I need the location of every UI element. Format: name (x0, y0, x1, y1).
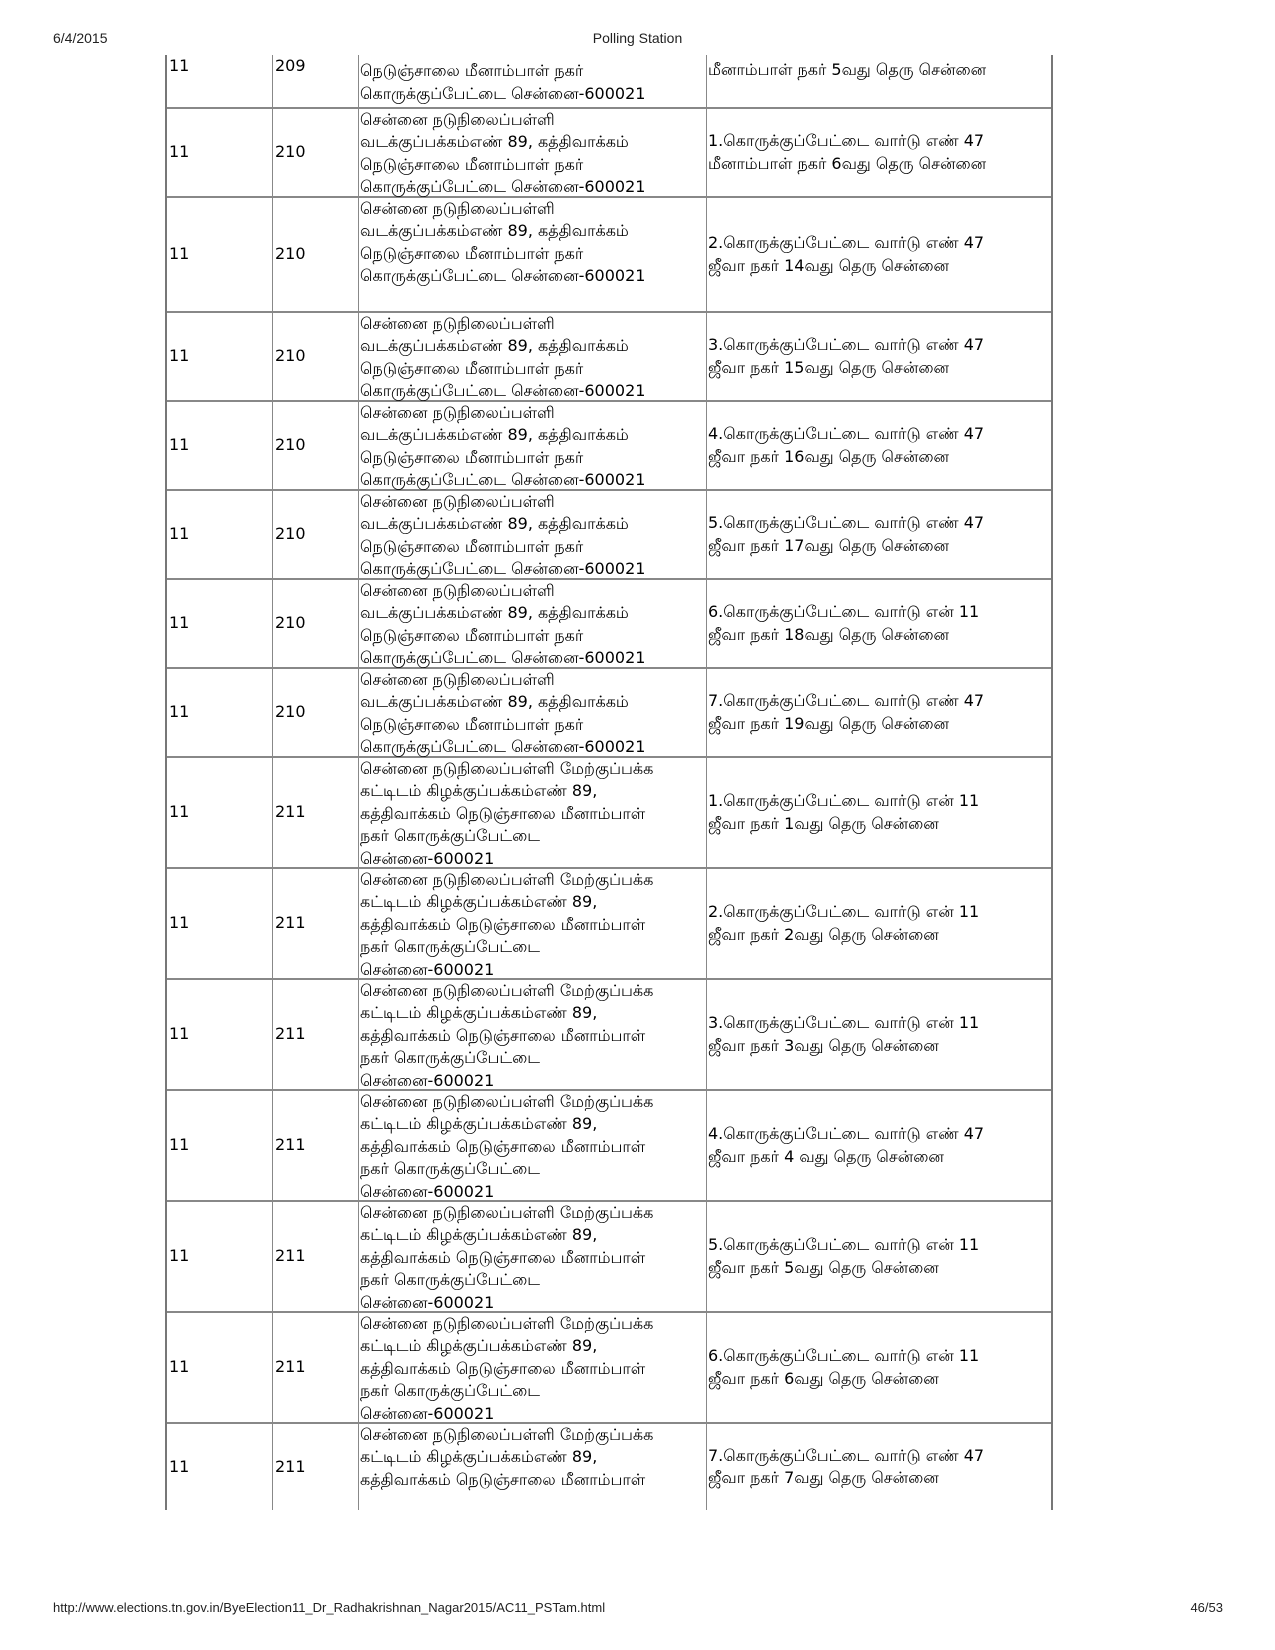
ac-number-cell (167, 669, 273, 756)
ac-number-cell (167, 402, 273, 489)
polling-station-address-text: சென்னை நடுநிலைப்பள்ளி மேற்குப்பக்க கட்டிடம் கிழக்குப்பக்கம்எண் 89, கத்திவாக்கம் நெடுஞ்சாலை மீனாம்பாள் நகர் கொருக்குப்பேட்டை சென்னை-600021 (360, 870, 654, 979)
polling-station-address-cell (359, 580, 707, 667)
polling-area-text: 1.கொருக்குப்பேட்டை வார்டு எண் 47 மீனாம்பாள் நகர் 6வது தெரு சென்னை (708, 131, 987, 173)
polling-station-address-cell (359, 1424, 707, 1510)
polling-area-text: 6.கொருக்குப்பேட்டை வார்டு என் 11 ஜீவா நகர் 6வது தெரு சென்னை (708, 1346, 980, 1388)
polling-station-address-cell (359, 402, 707, 489)
polling-station-address-text: சென்னை நடுநிலைப்பள்ளி மேற்குப்பக்க கட்டிடம் கிழக்குப்பக்கம்எண் 89, கத்திவாக்கம் நெடுஞ்சாலை மீனாம்பாள் நகர் கொருக்குப்பேட்டை சென்னை-600021 (360, 981, 654, 1090)
polling-area-text: 2.கொருக்குப்பேட்டை வார்டு என் 11 ஜீவா நகர் 2வது தெரு சென்னை (708, 902, 980, 944)
polling-area-cell (707, 1313, 1051, 1422)
table-row (167, 869, 1051, 980)
page-number: 46/53 (1190, 1600, 1223, 1615)
polling-station-address-cell (359, 491, 707, 578)
ac-number-cell (167, 109, 273, 196)
ac-number-text: 11 (169, 435, 190, 455)
ac-number-text: 11 (169, 1456, 190, 1476)
polling-station-number-text: 211 (275, 1024, 306, 1044)
polling-station-number-text: 211 (275, 802, 306, 822)
polling-station-address-text: சென்னை நடுநிலைப்பள்ளி வடக்குப்பக்கம்எண் 89, கத்திவாக்கம் நெடுஞ்சாலை மீனாம்பாள் நகர் கொருக்குப்பேட்டை சென்னை-600021 (360, 403, 646, 490)
polling-station-address-text: சென்னை நடுநிலைப்பள்ளி வடக்குப்பக்கம்எண் 89, கத்திவாக்கம் நெடுஞ்சாலை மீனாம்பாள் நகர் கொருக்குப்பேட்டை சென்னை-600021 (360, 492, 646, 579)
ac-number-cell (167, 758, 273, 867)
polling-station-address-text: சென்னை நடுநிலைப்பள்ளி வடக்குப்பக்கம்எண் 89, கத்திவாக்கம் நெடுஞ்சாலை மீனாம்பாள் நகர் கொருக்குப்பேட்டை சென்னை-600021 (360, 110, 646, 197)
ac-number-text: 11 (169, 1246, 190, 1266)
ac-number-text: 11 (169, 802, 190, 822)
polling-station-address-cell (359, 1091, 707, 1200)
polling-area-text: 3.கொருக்குப்பேட்டை வார்டு எண் 47 ஜீவா நகர் 15வது தெரு சென்னை (708, 335, 985, 377)
polling-station-number-cell (273, 1202, 359, 1311)
polling-area-cell (707, 1424, 1051, 1510)
polling-station-number-text: 210 (275, 613, 306, 633)
polling-area-cell (707, 402, 1051, 489)
polling-station-address-cell (359, 758, 707, 867)
ac-number-cell (167, 55, 273, 107)
table-row (167, 980, 1051, 1091)
polling-station-address-text: சென்னை நடுநிலைப்பள்ளி மேற்குப்பக்க கட்டிடம் கிழக்குப்பக்கம்எண் 89, கத்திவாக்கம் நெடுஞ்சாலை மீனாம்பாள் நகர் கொருக்குப்பேட்டை சென்னை-600021 (360, 759, 654, 868)
polling-area-cell (707, 1091, 1051, 1200)
polling-station-address-cell (359, 1313, 707, 1422)
polling-station-number-cell (273, 198, 359, 311)
polling-station-number-cell (273, 1313, 359, 1422)
polling-station-address-cell (359, 198, 707, 311)
table-row (167, 580, 1051, 669)
polling-area-text: 4.கொருக்குப்பேட்டை வார்டு எண் 47 ஜீவா நகர் 4 வது தெரு சென்னை (708, 1124, 985, 1166)
polling-station-address-cell (359, 55, 707, 107)
polling-station-number-text: 209 (275, 56, 306, 75)
table-row (167, 1202, 1051, 1313)
ac-number-cell (167, 1202, 273, 1311)
polling-station-number-text: 210 (275, 702, 306, 722)
table-row (167, 758, 1051, 869)
polling-station-number-text: 211 (275, 1246, 306, 1266)
ac-number-cell (167, 980, 273, 1089)
ac-number-cell (167, 869, 273, 978)
polling-station-number-text: 210 (275, 142, 306, 162)
polling-station-number-cell (273, 491, 359, 578)
polling-station-number-cell (273, 980, 359, 1089)
polling-station-address-cell (359, 980, 707, 1089)
polling-station-address-text: சென்னை நடுநிலைப்பள்ளி மேற்குப்பக்க கட்டிடம் கிழக்குப்பக்கம்எண் 89, கத்திவாக்கம் நெடுஞ்சாலை மீனாம்பாள் நகர் கொருக்குப்பேட்டை சென்னை-600021 (360, 1092, 654, 1201)
polling-station-address-cell (359, 1202, 707, 1311)
ac-number-text: 11 (169, 56, 190, 75)
polling-station-number-cell (273, 313, 359, 400)
polling-station-address-text: நெடுஞ்சாலை மீனாம்பாள் நகர் கொருக்குப்பேட்டை சென்னை-600021 (360, 61, 646, 103)
polling-area-cell (707, 869, 1051, 978)
ac-number-cell (167, 1424, 273, 1510)
polling-area-cell (707, 980, 1051, 1089)
polling-station-number-cell (273, 55, 359, 107)
table-row (167, 55, 1051, 109)
polling-station-number-text: 211 (275, 1456, 306, 1476)
polling-station-number-text: 210 (275, 435, 306, 455)
table-row (167, 109, 1051, 198)
ac-number-text: 11 (169, 1135, 190, 1155)
ac-number-cell (167, 491, 273, 578)
ac-number-cell (167, 1091, 273, 1200)
table-row (167, 669, 1051, 758)
ac-number-cell (167, 1313, 273, 1422)
polling-station-number-text: 210 (275, 524, 306, 544)
polling-station-address-text: சென்னை நடுநிலைப்பள்ளி வடக்குப்பக்கம்எண் 89, கத்திவாக்கம் நெடுஞ்சாலை மீனாம்பாள் நகர் கொருக்குப்பேட்டை சென்னை-600021 (360, 581, 646, 668)
polling-area-text: 3.கொருக்குப்பேட்டை வார்டு என் 11 ஜீவா நகர் 3வது தெரு சென்னை (708, 1013, 980, 1055)
polling-area-cell (707, 491, 1051, 578)
polling-area-text: 1.கொருக்குப்பேட்டை வார்டு என் 11 ஜீவா நகர் 1வது தெரு சென்னை (708, 791, 980, 833)
polling-area-text: 7.கொருக்குப்பேட்டை வார்டு எண் 47 ஜீவா நகர் 7வது தெரு சென்னை (708, 1445, 985, 1487)
polling-station-number-cell (273, 402, 359, 489)
ac-number-text: 11 (169, 142, 190, 162)
table-row (167, 402, 1051, 491)
table-row (167, 198, 1051, 313)
ac-number-text: 11 (169, 346, 190, 366)
polling-station-address-cell (359, 109, 707, 196)
polling-station-number-cell (273, 109, 359, 196)
ac-number-text: 11 (169, 702, 190, 722)
polling-area-text: 7.கொருக்குப்பேட்டை வார்டு எண் 47 ஜீவா நகர் 19வது தெரு சென்னை (708, 691, 985, 733)
polling-area-cell (707, 580, 1051, 667)
polling-area-text: 5.கொருக்குப்பேட்டை வார்டு என் 11 ஜீவா நகர் 5வது தெரு சென்னை (708, 1235, 980, 1277)
page-title: Polling Station (592, 30, 683, 46)
polling-area-cell (707, 758, 1051, 867)
polling-station-number-text: 210 (275, 244, 306, 264)
polling-station-address-text: சென்னை நடுநிலைப்பள்ளி வடக்குப்பக்கம்எண் 89, கத்திவாக்கம் நெடுஞ்சாலை மீனாம்பாள் நகர் கொருக்குப்பேட்டை சென்னை-600021 (360, 199, 646, 286)
polling-station-number-text: 211 (275, 1357, 306, 1377)
polling-area-cell (707, 669, 1051, 756)
table-row (167, 1313, 1051, 1424)
table-row (167, 491, 1051, 580)
polling-station-number-cell (273, 869, 359, 978)
polling-area-cell (707, 313, 1051, 400)
polling-area-cell (707, 109, 1051, 196)
polling-area-cell (707, 1202, 1051, 1311)
source-url: http://www.elections.tn.gov.in/ByeElection11_Dr_Radhakrishnan_Nagar2015/AC11_PSTam.html (53, 1600, 606, 1615)
polling-station-address-cell (359, 869, 707, 978)
ac-number-text: 11 (169, 613, 190, 633)
ac-number-text: 11 (169, 1357, 190, 1377)
ac-number-text: 11 (169, 913, 190, 933)
polling-station-address-cell (359, 669, 707, 756)
polling-station-address-cell (359, 313, 707, 400)
polling-station-address-text: சென்னை நடுநிலைப்பள்ளி வடக்குப்பக்கம்எண் 89, கத்திவாக்கம் நெடுஞ்சாலை மீனாம்பாள் நகர் கொருக்குப்பேட்டை சென்னை-600021 (360, 314, 646, 401)
polling-station-number-text: 211 (275, 913, 306, 933)
polling-area-text: மீனாம்பாள் நகர் 5வது தெரு சென்னை (708, 60, 987, 79)
table-row (167, 1091, 1051, 1202)
polling-station-number-cell (273, 758, 359, 867)
table-row (167, 313, 1051, 402)
polling-station-table (165, 55, 1053, 1510)
polling-area-text: 5.கொருக்குப்பேட்டை வார்டு எண் 47 ஜீவா நகர் 17வது தெரு சென்னை (708, 513, 985, 555)
polling-station-address-text: சென்னை நடுநிலைப்பள்ளி வடக்குப்பக்கம்எண் 89, கத்திவாக்கம் நெடுஞ்சாலை மீனாம்பாள் நகர் கொருக்குப்பேட்டை சென்னை-600021 (360, 670, 646, 757)
ac-number-text: 11 (169, 244, 190, 264)
print-date: 6/4/2015 (53, 30, 108, 46)
polling-area-text: 6.கொருக்குப்பேட்டை வார்டு என் 11 ஜீவா நகர் 18வது தெரு சென்னை (708, 602, 980, 644)
polling-area-cell (707, 198, 1051, 311)
polling-station-address-text: சென்னை நடுநிலைப்பள்ளி மேற்குப்பக்க கட்டிடம் கிழக்குப்பக்கம்எண் 89, கத்திவாக்கம் நெடுஞ்சாலை மீனாம்பாள் நகர் கொருக்குப்பேட்டை சென்னை-600021 (360, 1203, 654, 1312)
polling-station-address-text: சென்னை நடுநிலைப்பள்ளி மேற்குப்பக்க கட்டிடம் கிழக்குப்பக்கம்எண் 89, கத்திவாக்கம் நெடுஞ்சாலை மீனாம்பாள் (360, 1425, 654, 1489)
polling-station-number-text: 211 (275, 1135, 306, 1155)
ac-number-cell (167, 198, 273, 311)
polling-station-number-cell (273, 669, 359, 756)
polling-area-text: 2.கொருக்குப்பேட்டை வார்டு எண் 47 ஜீவா நகர் 14வது தெரு சென்னை (708, 233, 985, 275)
ac-number-cell (167, 313, 273, 400)
ac-number-cell (167, 580, 273, 667)
ac-number-text: 11 (169, 1024, 190, 1044)
polling-station-address-text: சென்னை நடுநிலைப்பள்ளி மேற்குப்பக்க கட்டிடம் கிழக்குப்பக்கம்எண் 89, கத்திவாக்கம் நெடுஞ்சாலை மீனாம்பாள் நகர் கொருக்குப்பேட்டை சென்னை-600021 (360, 1314, 654, 1423)
polling-station-number-cell (273, 580, 359, 667)
polling-station-number-text: 210 (275, 346, 306, 366)
polling-area-cell (707, 55, 1051, 107)
ac-number-text: 11 (169, 524, 190, 544)
polling-station-number-cell (273, 1091, 359, 1200)
table-row (167, 1424, 1051, 1510)
polling-station-number-cell (273, 1424, 359, 1510)
polling-area-text: 4.கொருக்குப்பேட்டை வார்டு எண் 47 ஜீவா நகர் 16வது தெரு சென்னை (708, 424, 985, 466)
